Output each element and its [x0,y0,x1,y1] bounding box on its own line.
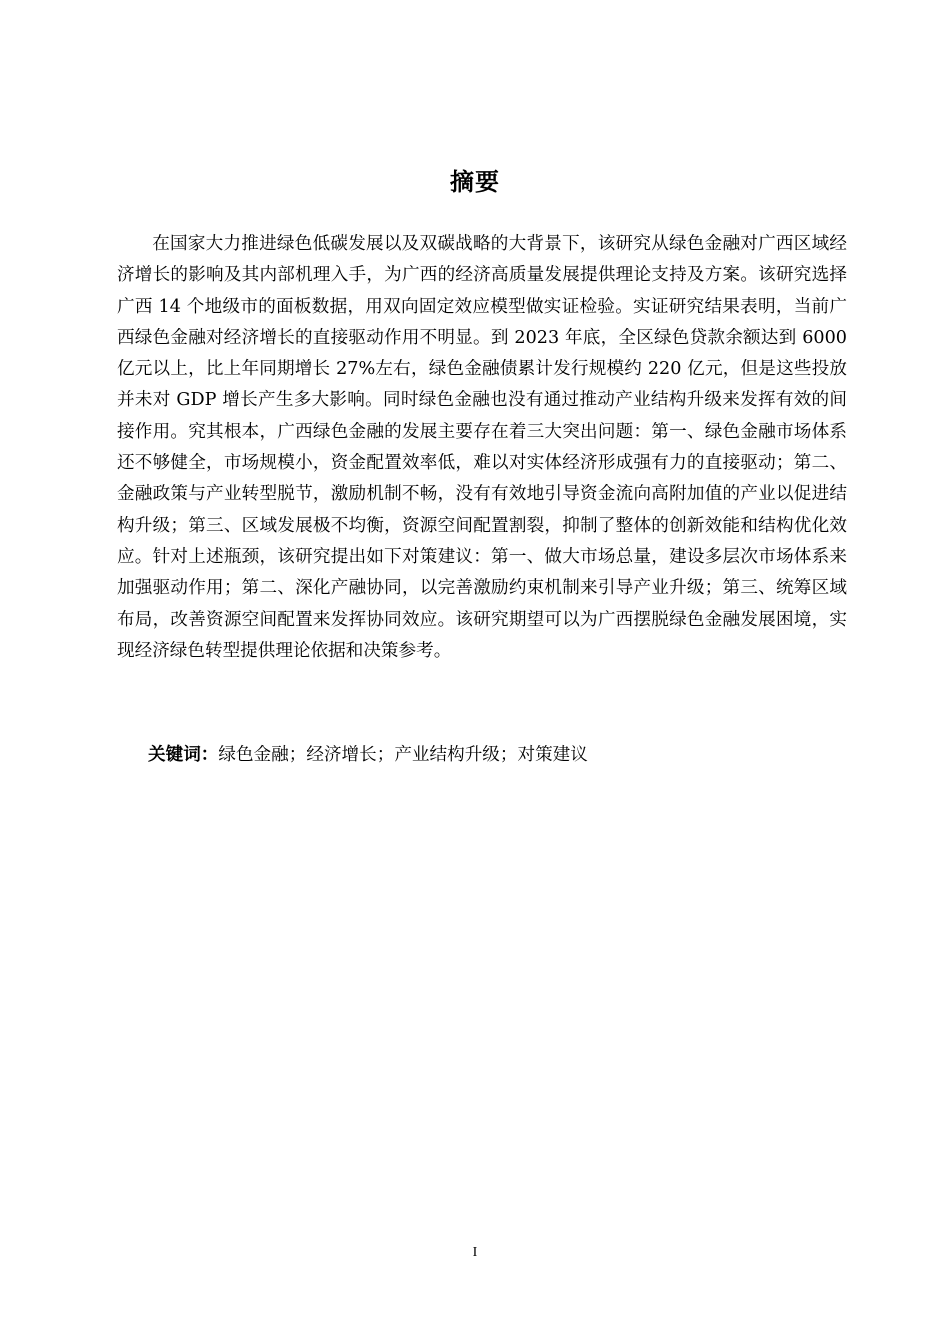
page-number: I [472,1245,478,1260]
keywords-line [148,740,848,771]
keywords-text: 绿色金融；经济增长；产业结构升级；对策建议 [218,745,588,765]
abstract-title: 摘要 [450,168,500,196]
keywords-label: 关键词： [148,745,219,765]
abstract-body: 在国家大力推进绿色低碳发展以及双碳战略的大背景下，该研究从绿色金融对广西区域经济增长的影响及其内部机理入手，为广西的经济高质量发展提供理论支持及方案。该研究选择广西 14 个地级市的面板数据，用双向固定效应模型做实证检验。实证研究结果表明，当前广西绿色金融对经济增长的直接驱动作用不明显。到 2023 年底，全区绿色贷款余额达到 6000 亿元以上，比上年同期增长 27%左右，绿色金融债累计发行规模约 220 亿元，但是这些投放并未对 GDP 增长产生多大影响。同时绿色金融也没有通过推动产业结构升级来发挥有效的间接作用。究其根本，广西绿色金融的发展主要存在着三大突出问题：第一、绿色金融市场体系还不够健全，市场规模小，资金配置效率低，难以对实体经济形成强有力的直接驱动；第二、金融政策与产业转型脱节，激励机制不畅，没有有效地引导资金流向高附加值的产业以促进结构升级；第三、区域发展极不均衡，资源空间配置割裂，抑制了整体的创新效能和结构优化效应。针对上述瓶颈，该研究提出如下对策建议：第一、做大市场总量，建设多层次市场体系来加强驱动作用；第二、深化产融协同，以完善激励约束机制来引导产业升级；第三、统筹区域布局，改善资源空间配置来发挥协同效应。该研究期望可以为广西摆脱绿色金融发展困境，实现经济绿色转型提供理论依据和决策参考。 [117,234,847,661]
